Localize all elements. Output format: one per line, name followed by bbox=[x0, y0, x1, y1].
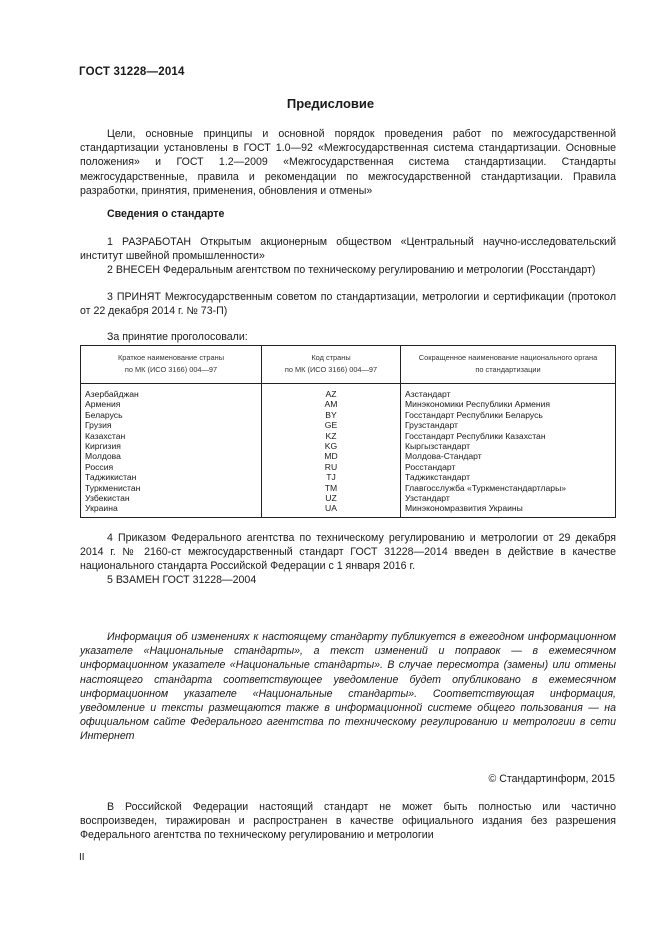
item-adopted: 3 ПРИНЯТ Межгосударственным советом по стандартизации, метрологии и сертификации (протокол от 22 декабря 2014 г. № 73-П) bbox=[80, 291, 616, 318]
table-header-row bbox=[81, 346, 616, 384]
section-heading: Сведения о стандарте bbox=[107, 208, 225, 220]
header-national-body: Сокращенное наименование национального органа по стандартизации bbox=[401, 346, 616, 384]
country-names: Азербайджан Армения Беларусь Грузия Казахстан Киргизия Молдова Россия Таджикистан Туркменистан Узбекистан Украина bbox=[81, 384, 262, 518]
header-country: Краткое наименование страны по МК (ИСО 3166) 004—97 bbox=[81, 346, 262, 384]
page-title: Предисловие bbox=[286, 96, 375, 111]
copyright: © Стандартинформ, 2015 bbox=[488, 773, 615, 785]
changes-notice: Информация об изменениях к настоящему стандарту публикуется в ежегодном информационном указателе «Национальные стандарты», а текст изменений и поправок — в ежемесячном информационном указателе «Национальные стандарты». В случае пересмотра (замены) или отмены настоящего стандарта соответствующее уведомление будет опубликовано в ежемесячном информационном указателе «Национальные стандарты». Соответствующая информация, уведомление и тексты размещаются также в информационной системе общего пользования — на официальном сайте Федерального агентства по техническому регулированию и метрологии в сети Интернет bbox=[80, 631, 616, 743]
item-enacted: 4 Приказом Федерального агентства по техническому регулированию и метрологии от 29 декабря 2014 г. № 2160-ст межгосударственный стандарт ГОСТ 31228—2014 введен в действие в качестве национального стандарта Российской Федерации с 1 января 2016 г. bbox=[80, 532, 616, 573]
item-replaces: 5 ВЗАМЕН ГОСТ 31228—2004 bbox=[107, 574, 257, 586]
intro-paragraph: Цели, основные принципы и основной порядок проведения работ по межгосударственной стандартизации установлены в ГОСТ 1.0—92 «Межгосударственная система стандартизации. Основные положения» и ГОСТ 1.2—2009 «Межгосударственная система стандартизации. Стандарты межгосударственные, правила и рекомендации по межгосударственной стандартизации. Правила разработки, принятия, применения, обновления и отмены» bbox=[80, 128, 616, 197]
page-number: II bbox=[79, 852, 85, 863]
item-developed: 1 РАЗРАБОТАН Открытым акционерным обществом «Центральный научно-исследовательский институт швейной промышленности» bbox=[80, 236, 616, 263]
table-row bbox=[81, 384, 616, 518]
header-code: Код страны по МК (ИСО 3166) 004—97 bbox=[262, 346, 401, 384]
country-codes: AZ AM BY GE KZ KG MD RU TJ TM UZ UA bbox=[262, 384, 401, 518]
rights-notice: В Российской Федерации настоящий стандарт не может быть полностью или частично воспроизведен, тиражирован и распространен в качестве официального издания без разрешения Федерального агентства по техническому регулированию и метрологии bbox=[80, 801, 616, 842]
document-code: ГОСТ 31228—2014 bbox=[79, 66, 185, 78]
voting-table bbox=[80, 345, 616, 518]
national-bodies: Азстандарт Минэкономики Республики Армения Госстандарт Республики Беларусь Грузстандарт Госстандарт Республики Казахстан Кыргызстандарт Молдова-Стандарт Росстандарт Таджикстандарт Главгосслужба «Туркменстандартлары» Узстандарт Минэкономразвития Украины bbox=[401, 384, 616, 518]
item-submitted: 2 ВНЕСЕН Федеральным агентством по техническому регулированию и метрологии (Росстандарт) bbox=[107, 264, 596, 276]
vote-intro: За принятие проголосовали: bbox=[107, 331, 248, 343]
